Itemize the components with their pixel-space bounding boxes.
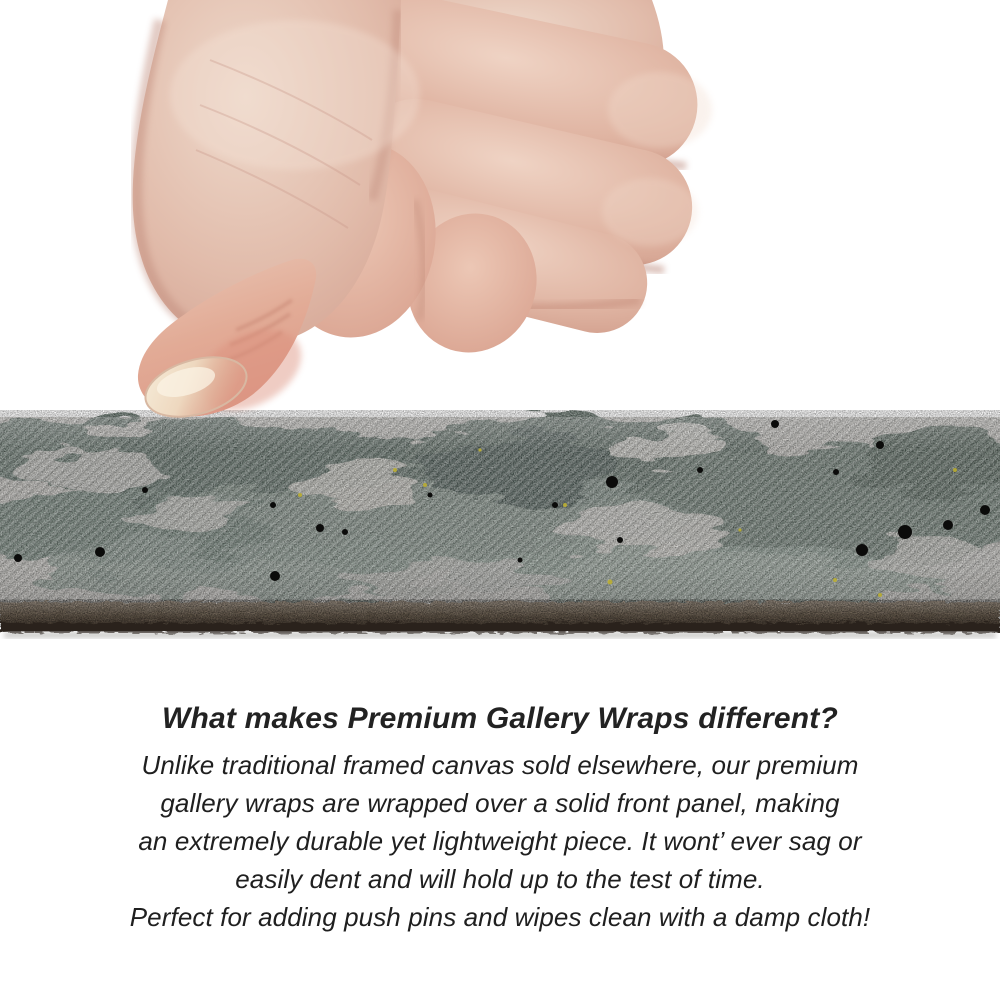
canvas-grain-light (0, 417, 1000, 603)
copy-block (0, 701, 1000, 936)
canvas-edge-strip (0, 410, 1000, 648)
knuckle-highlight-2 (602, 178, 698, 246)
body-line: gallery wraps are wrapped over a solid front panel, making (160, 788, 840, 818)
canvas-drop-shadow (4, 632, 996, 638)
copy-heading: What makes Premium Gallery Wraps different? (161, 702, 839, 735)
knuckle-highlight-1 (608, 72, 712, 148)
hand-photo (0, 0, 1000, 422)
body-line: Perfect for adding push pins and wipes clean with a damp cloth! (129, 902, 871, 932)
backing-fuzz-grain (0, 602, 1000, 625)
body-line: Unlike traditional framed canvas sold elsewhere, our premium (141, 750, 859, 780)
body-line: easily dent and will hold up to the test of time. (235, 864, 765, 894)
body-line: an extremely durable yet lightweight piece. It wont’ ever sag or (138, 826, 862, 856)
canvas-backing-darkline (0, 623, 1000, 633)
